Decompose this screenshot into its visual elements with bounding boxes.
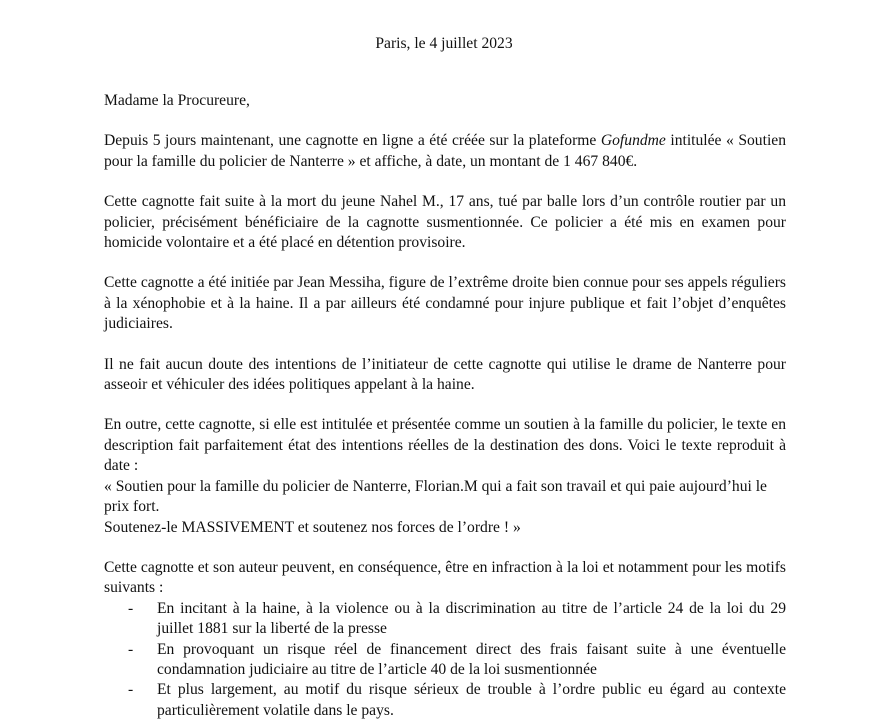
list-item bbox=[104, 640, 786, 681]
list-item bbox=[104, 599, 786, 640]
paragraph-cagnotte-intro bbox=[104, 131, 786, 172]
list-item-text: En provoquant un risque réel de financement direct des frais faisant suite à une éventuelle condamnation judiciaire au titre de l’article 40 de la loi susmentionnée bbox=[157, 640, 786, 678]
letter-date: Paris, le 4 juillet 2023 bbox=[375, 35, 513, 52]
paragraph-motifs-intro: Cette cagnotte et son auteur peuvent, en conséquence, être en infraction à la loi et notamment pour les motifs suivants : bbox=[104, 558, 786, 597]
quote-intro: En outre, cette cagnotte, si elle est intitulée et présentée comme un soutien à la famille du policier, le texte en description fait parfaitement état des intentions réelles de la destination des dons. Voici le texte reproduit à date : bbox=[104, 416, 786, 475]
paragraph-context: Cette cagnotte fait suite à la mort du jeune Nahel M., 17 ans, tué par balle lors d’un contrôle routier par un policier, précisément bénéficiaire de la cagnotte susmentionnée. Ce policier a été mis en examen pour homicide volontaire et a été placé en détention provisoire. bbox=[104, 193, 786, 252]
quote-line-2: Soutenez-le MASSIVEMENT et soutenez nos forces de l’ordre ! » bbox=[104, 518, 521, 536]
quote-line-1: « Soutien pour la famille du policier de Nanterre, Florian.M qui a fait son travail et qui paie aujourd’hui le prix fort. bbox=[104, 477, 767, 516]
list-item-text: Et plus largement, au motif du risque sérieux de trouble à l’ordre public eu égard au contexte particulièrement volatile dans le pays. bbox=[157, 681, 786, 719]
list-dash: - bbox=[128, 640, 134, 658]
list-dash: - bbox=[128, 681, 134, 699]
paragraph-cagnotte-intro-start: Depuis 5 jours maintenant, une cagnotte en ligne a été créée sur la plateforme bbox=[104, 132, 601, 150]
platform-name: Gofundme bbox=[600, 132, 666, 150]
salutation: Madame la Procureure, bbox=[104, 92, 250, 109]
paragraph-initiator: Cette cagnotte a été initiée par Jean Messiha, figure de l’extrême droite bien connue pour ses appels réguliers à la xénophobie et à la haine. Il a par ailleurs été condamné pour injure publique et fait l’objet d’enquêtes judiciaires. bbox=[104, 274, 786, 333]
letter-body bbox=[104, 91, 786, 721]
paragraph-intentions: Il ne fait aucun doute des intentions de l’initiateur de cette cagnotte qui utilise le drame de Nanterre pour asseoir et véhiculer des idées politiques appelant à la haine. bbox=[104, 355, 786, 394]
paragraph-cagnotte-intro-end: intitulée « Soutien pour la famille du policier de Nanterre » et affiche, à date, un montant de 1 467 840€. bbox=[104, 132, 786, 170]
paragraph-description-quote bbox=[104, 415, 786, 537]
list-item-text: En incitant à la haine, à la violence ou à la discrimination au titre de l’article 24 de la loi du 29 juillet 1881 sur la liberté de la presse bbox=[157, 599, 786, 638]
list-item bbox=[104, 680, 786, 721]
list-dash: - bbox=[128, 599, 134, 617]
motifs-list bbox=[104, 599, 786, 721]
